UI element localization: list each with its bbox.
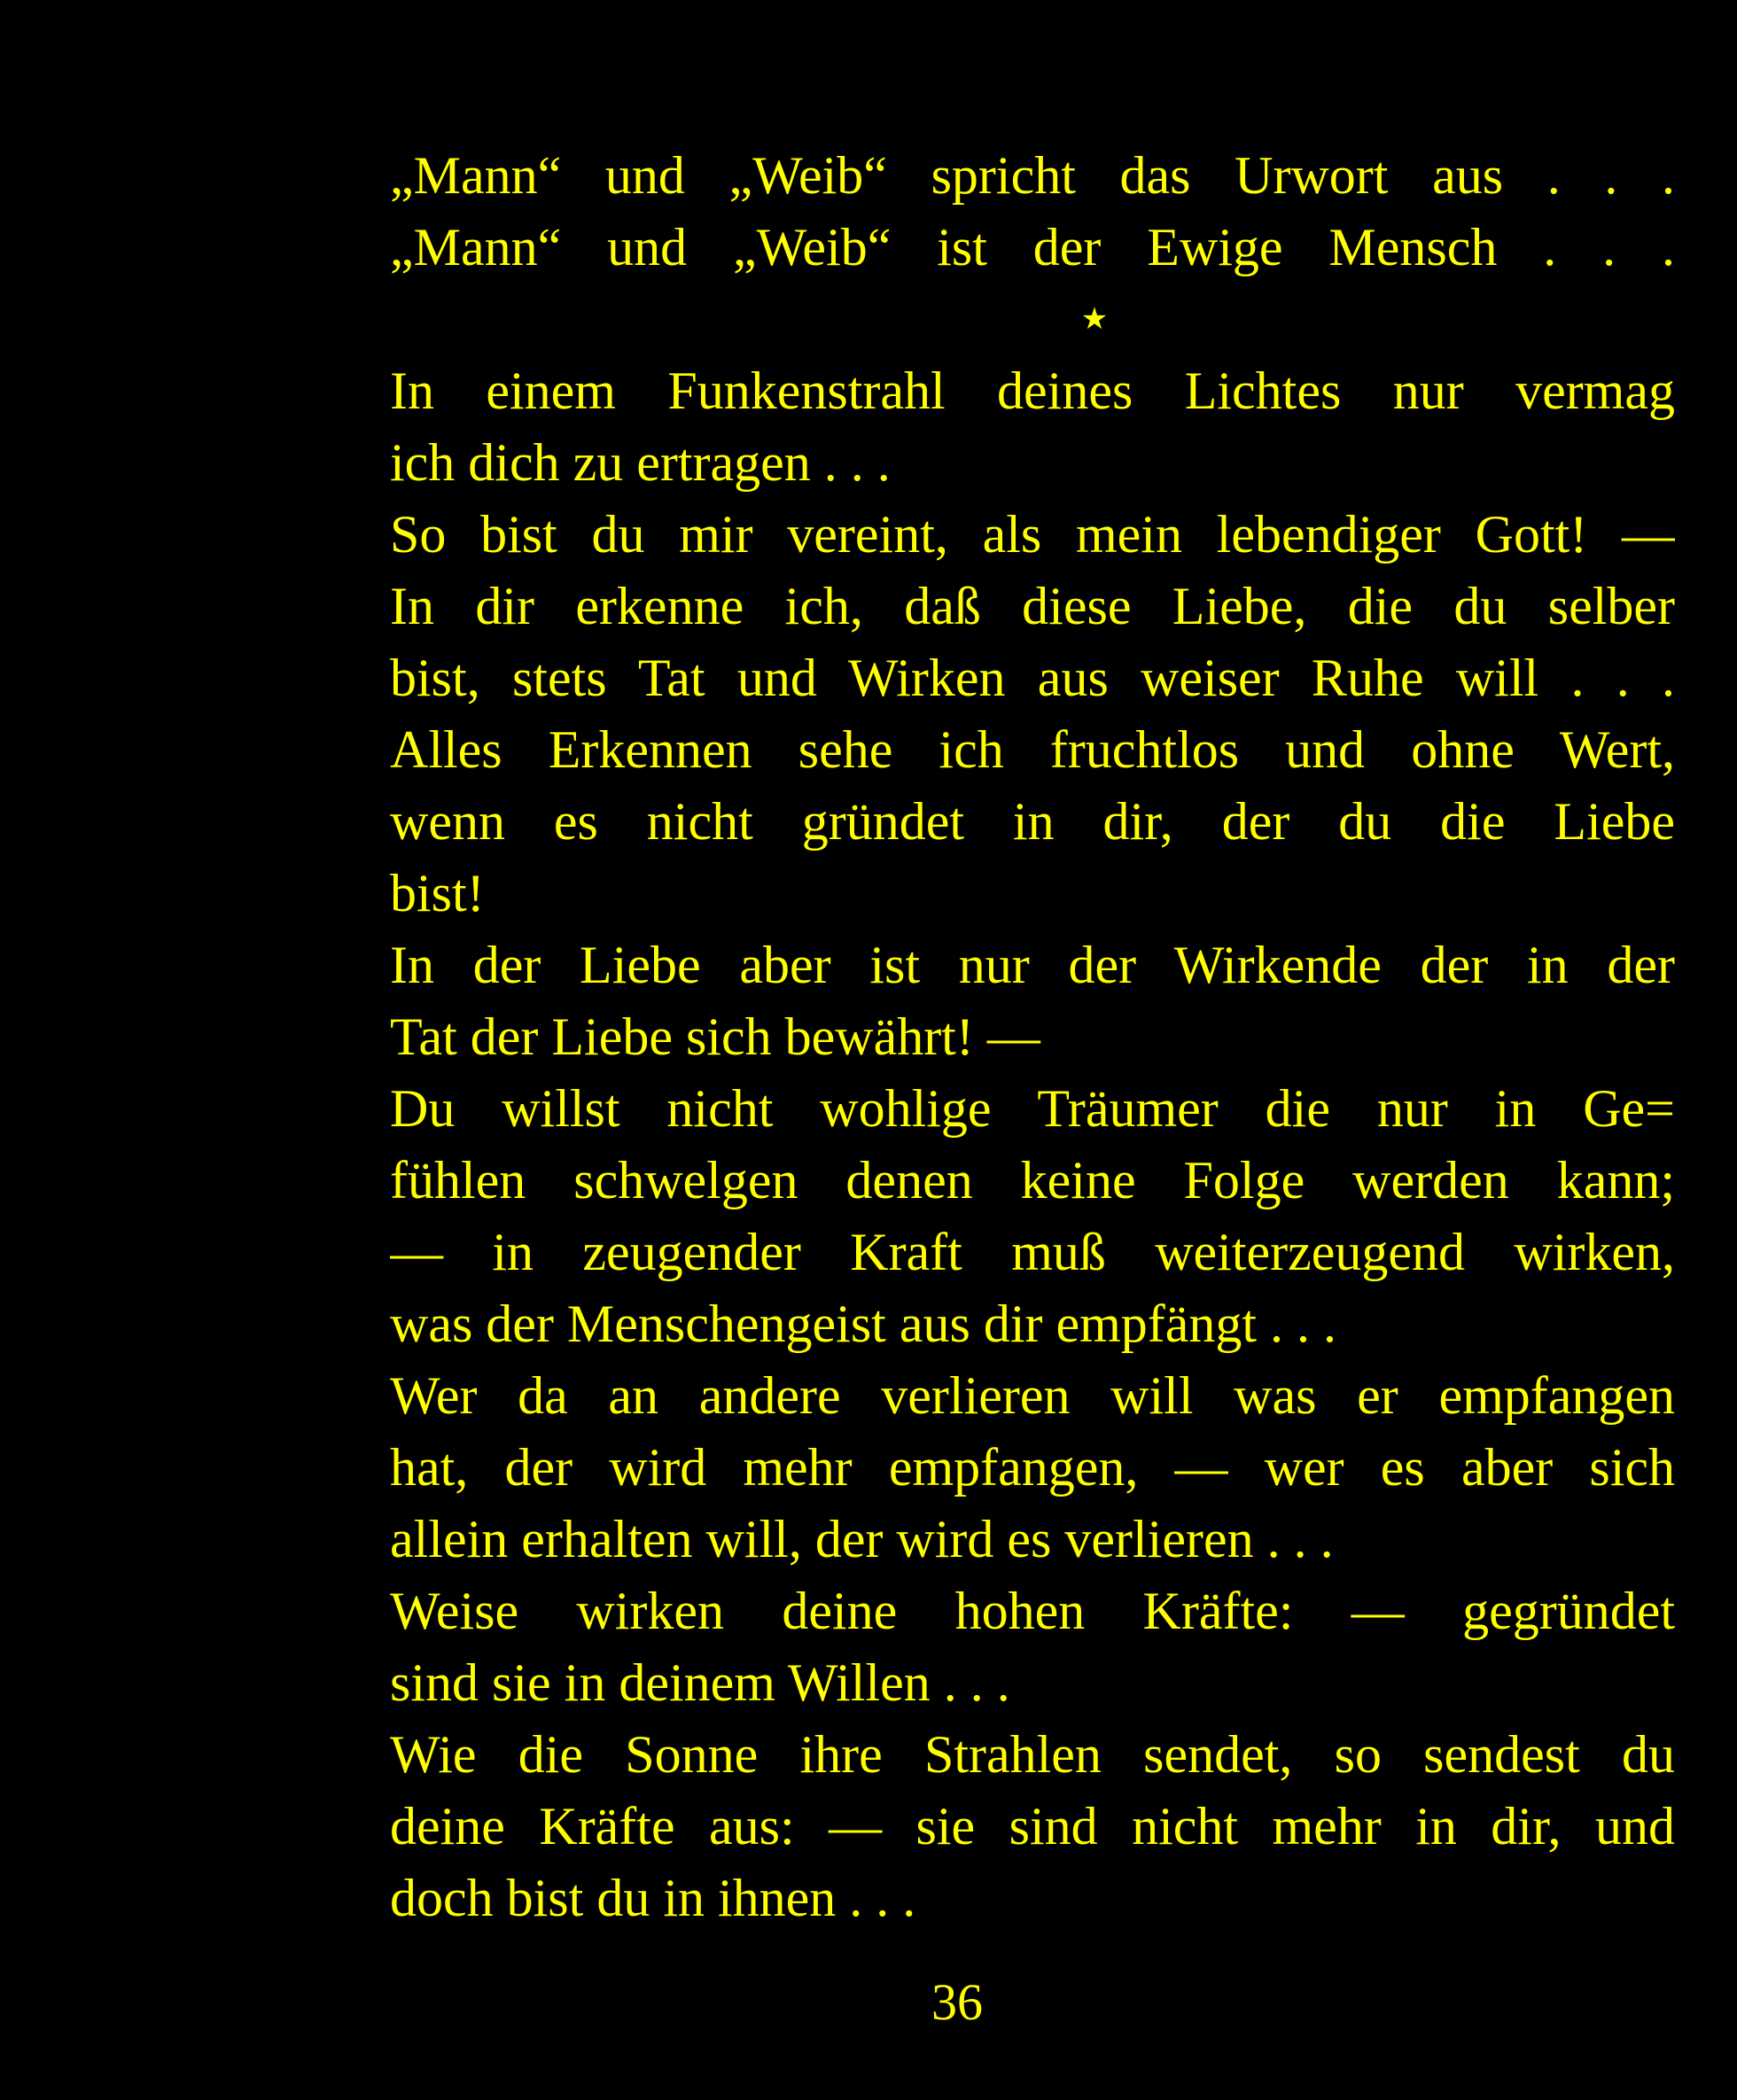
text-line: wenn es nicht gründet in dir, der du die Liebe	[390, 792, 1675, 851]
text-line: In einem Funkenstrahl deines Lichtes nur vermag	[390, 362, 1675, 420]
text-line: Wer da an andere verlieren will was er empfangen	[390, 1366, 1675, 1425]
text-line: fühlen schwelgen denen keine Folge werden kann;	[390, 1151, 1675, 1209]
text-line: doch bist du in ihnen . . .	[390, 1869, 916, 1927]
text-line: Wie die Sonne ihre Strahlen sendet, so sendest du	[390, 1725, 1675, 1784]
text-line: In der Liebe aber ist nur der Wirkende der in der	[390, 936, 1675, 994]
text-line: Du willst nicht wohlige Träumer die nur in Ge=	[390, 1079, 1675, 1138]
text-line: Alles Erkennen sehe ich fruchtlos und ohne Wert,	[390, 720, 1675, 779]
text-line: allein erhalten will, der wird es verlieren . . .	[390, 1510, 1334, 1568]
text-line: bist, stets Tat und Wirken aus weiser Ruhe will . . .	[390, 649, 1675, 707]
text-line: was der Menschengeist aus dir empfängt . . .	[390, 1295, 1337, 1353]
text-line: „Mann“ und „Weib“ spricht das Urwort aus . . .	[390, 146, 1675, 205]
text-line: bist!	[390, 864, 485, 922]
text-line: — in zeugender Kraft muß weiterzeugend wirken,	[390, 1223, 1675, 1281]
separator-star: ★	[1080, 303, 1109, 336]
text-line: In dir erkenne ich, daß diese Liebe, die du selber	[390, 577, 1675, 635]
page-number: 36	[931, 1973, 983, 2031]
text-line: So bist du mir vereint, als mein lebendiger Gott! —	[390, 505, 1675, 564]
text-line: sind sie in deinem Willen . . .	[390, 1653, 1010, 1712]
text-line: hat, der wird mehr empfangen, — wer es aber sich	[390, 1438, 1675, 1497]
text-line: Tat der Liebe sich bewährt! —	[390, 1007, 1040, 1066]
text-line: deine Kräfte aus: — sie sind nicht mehr in dir, und	[390, 1797, 1675, 1855]
poem-text	[390, 140, 1675, 1934]
text-line: Weise wirken deine hohen Kräfte: — gegründet	[390, 1582, 1675, 1640]
text-line: ich dich zu ertragen . . .	[390, 433, 891, 492]
text-line: „Mann“ und „Weib“ ist der Ewige Mensch . . .	[390, 218, 1675, 276]
